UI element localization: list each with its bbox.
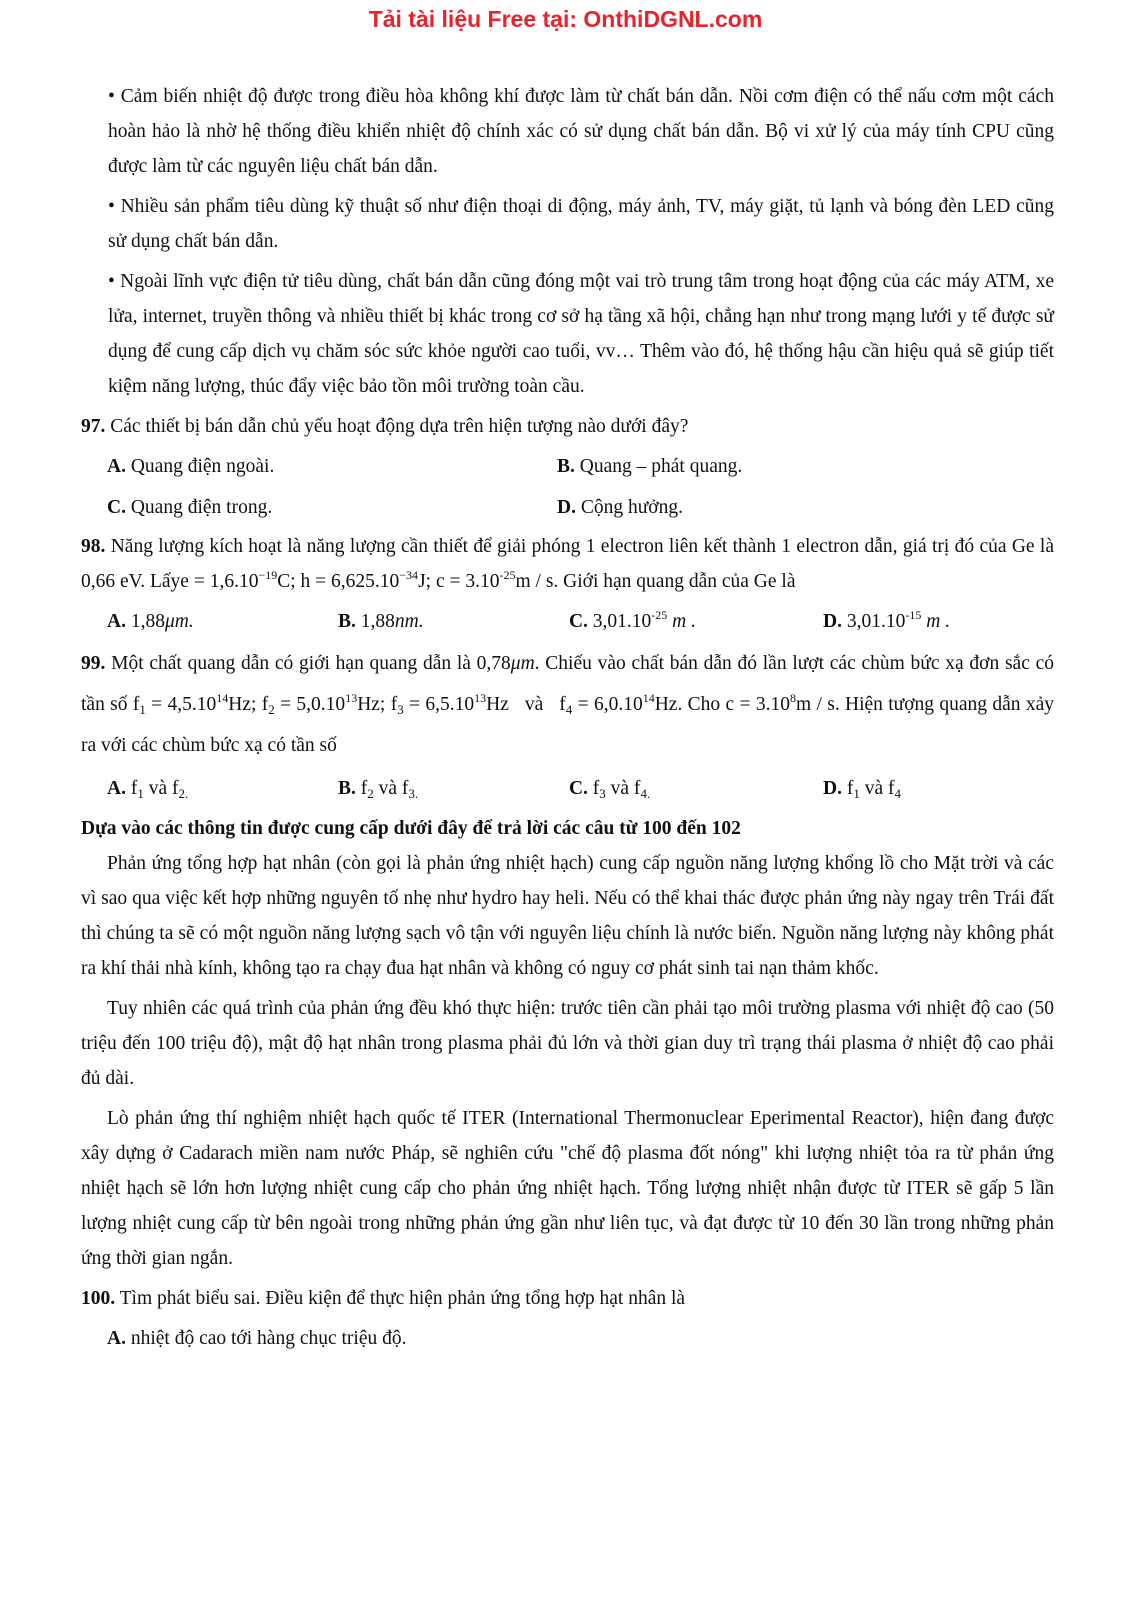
option-text: Cộng hưởng. [575, 496, 683, 518]
formula: $f_1 = 4,5.10^{14}Hz$; $f_2 = 5,0.10^{13}Hz$; $f_3 = 6,5.10^{13}Hz$ [132, 691, 509, 717]
question-98 [81, 529, 1054, 599]
option-text: Quang điện trong. [125, 496, 273, 518]
answer-options-row [81, 602, 1054, 640]
passage-paragraph: Phản ứng tổng hợp hạt nhân (còn gọi là phản ứng nhiệt hạch) cung cấp nguồn năng lượng khổng lồ cho Mặt trời và các vì sao qua việc kết hợp những nguyên tố nhẹ như hydro hay heli. Nếu có thể khai thác được phản ứng này ngay trên Trái đất thì chúng ta sẽ có một nguồn năng lượng sạch vô tận với nguyên liệu chính là nước biển. Nguồn năng lượng này không phát ra khí thải nhà kính, không tạo ra chạy đua hạt nhân và không có nguy cơ phát sinh tai nạn thảm khốc. [81, 853, 1054, 979]
option-a[interactable]: A. 1,88μm. [107, 610, 194, 632]
option-label: C. [107, 496, 126, 518]
answer-options-row [81, 769, 1054, 807]
answer-options-row [81, 488, 1054, 526]
document-body [81, 79, 1054, 1357]
bullet-paragraph: • Ngoài lĩnh vực điện tử tiêu dùng, chất bán dẫn cũng đóng một vai trò trung tâm trong hoạt động của các máy ATM, xe lửa, internet, truyền thông và nhiều thiết bị khác trong cơ sở hạ tầng xã hội, chẳng hạn như trong mạng lưới y tế được sử dụng để cung cấp dịch vụ chăm sóc sức khỏe người cao tuổi, vv… Thêm vào đó, hệ thống hậu cần hiệu quả sẽ giúp tiết kiệm năng lượng, thúc đẩy việc bảo tồn môi trường toàn cầu. [108, 271, 1054, 397]
question-100 [81, 1281, 1054, 1316]
question-text: Năng lượng kích hoạt là năng lượng cần thiết để giải phóng 1 electron liên kết thành 1 electron dẫn, giá trị đó của Ge là 0,66 eV. Lấy [81, 536, 1054, 592]
option-a[interactable]: A. $f_1$ và $f_{2.}$ [107, 777, 189, 801]
option-c[interactable] [107, 490, 557, 525]
answer-options-row [81, 447, 1054, 485]
formula: $f_4 = 6,0.10^{14}Hz$ [559, 691, 678, 717]
bullet-paragraph: • Cảm biến nhiệt độ được trong điều hòa không khí được làm từ chất bán dẫn. Nồi cơm điện có thể nấu cơm một cách hoàn hảo là nhờ hệ thống điều khiển nhiệt độ chính xác có sử dụng chất bán dẫn. Bộ vi xử lý của máy tính CPU cũng được làm từ các nguyên liệu chất bán dẫn. [108, 86, 1054, 177]
option-c[interactable]: C. $f_3$ và $f_{4.}$ [568, 777, 651, 801]
question-99: 99. Một chất quang dẫn có giới hạn quang dẫn là 0,78μm. Chiếu vào chất bán dẫn đó lần lượt các chùm bức xạ đơn sắc có tần số $f_1 = 4,5.10^{14}Hz$; $f_2 = 5,0.10^{13}Hz$; $f_3 = 6,5.10^{13}Hz$ và $f_4 = 6,0.10^{14}Hz$. Cho $c = 3.10^8m / s$. Hiện tượng quang dẫn xảy ra với các chùm bức xạ có tần số [81, 653, 1055, 756]
question-number: 99. [81, 653, 106, 674]
passage-paragraph: Lò phản ứng thí nghiệm nhiệt hạch quốc tế ITER (International Thermonuclear Eperimental Reactor), hiện đang được xây dựng ở Cadarach miền nam nước Pháp, sẽ nghiên cứu "chế độ plasma đốt nóng" khi lượng nhiệt tỏa ra từ phản ứng nhiệt hạch sẽ lớn hơn lượng nhiệt cung cấp cho phản ứng nhiệt hạch. Tổng lượng nhiệt nhận được từ ITER sẽ gấp 5 lần lượng nhiệt cung cấp từ bên ngoài trong những phản ứng gần như liên tục, và đạt được từ 10 đến 30 lần trong những phản ứng thời gian ngắn. [81, 1108, 1054, 1269]
question-97 [81, 409, 1054, 444]
question-text: Tìm phát biểu sai. Điều kiện để thực hiện phản ứng tổng hợp hạt nhân là [115, 1288, 686, 1309]
question-text: . Giới hạn quang dẫn của Ge là [553, 571, 796, 592]
question-number: 100. [81, 1288, 116, 1309]
passage-paragraph: Tuy nhiên các quá trình của phản ứng đều khó thực hiện: trước tiên cần phải tạo môi trường plasma với nhiệt độ cao (50 triệu đến 100 triệu độ), mật độ hạt nhân trong plasma phải đủ lớn và thời gian duy trì trạng thái plasma ở nhiệt độ cao phải đủ dài. [81, 998, 1054, 1089]
option-c[interactable]: C. $3,01.10^{-25}$ m . [568, 607, 696, 632]
bullet-paragraph: • Nhiều sản phẩm tiêu dùng kỹ thuật số như điện thoại di động, máy ảnh, TV, máy giặt, tủ lạnh và bóng đèn LED cũng sử dụng chất bán dẫn. [108, 196, 1054, 252]
question-number: 97. [81, 416, 106, 437]
question-number: 98. [81, 536, 106, 557]
option-label: D. [557, 496, 576, 518]
question-text: Các thiết bị bán dẫn chủ yếu hoạt động dựa trên hiện tượng nào dưới đây? [105, 416, 689, 437]
formula: $e = 1,6.10^{-19}C$; $h = 6,625.10^{-34}J$; $c = 3.10^{-25}m / s$ [180, 568, 554, 592]
option-label: B. [557, 455, 575, 477]
option-b[interactable] [557, 449, 1007, 484]
option-d[interactable]: D. $3,01.10^{-15}$ m . [823, 607, 951, 632]
formula: $c = 3.10^8m / s$ [725, 691, 835, 715]
download-banner[interactable]: Tải tài liệu Free tại: OnthiDGNL.com [368, 6, 763, 32]
option-text: Quang điện ngoài. [125, 455, 275, 477]
option-d[interactable]: D. $f_1$ và $f_4$ [823, 777, 902, 801]
option-b[interactable]: B. $f_2$ và $f_{3.}$ [337, 777, 419, 801]
option-a[interactable] [107, 449, 557, 484]
option-b[interactable]: B. 1,88nm. [337, 610, 424, 632]
option-text: Quang – phát quang. [574, 455, 743, 477]
answer-options-row [81, 1319, 1054, 1357]
option-d[interactable] [557, 490, 1007, 525]
option-a[interactable]: A. nhiệt độ cao tới hàng chục triệu độ. [107, 1327, 407, 1349]
option-label: A. [107, 455, 126, 477]
section-heading: Dựa vào các thông tin được cung cấp dưới đây để trả lời các câu từ 100 đến 102 [81, 818, 741, 839]
